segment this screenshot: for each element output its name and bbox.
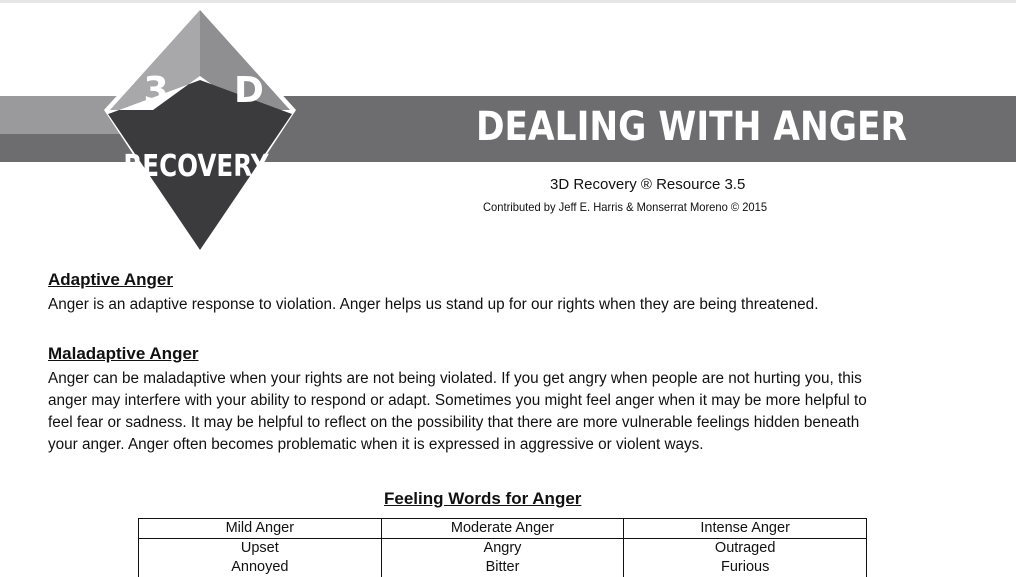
maladaptive-anger-text (48, 368, 948, 456)
feeling-words-title: Feeling Words for Anger (384, 489, 582, 508)
table-cell: Annoyed (139, 558, 382, 577)
table-cell: Angry (381, 539, 624, 559)
logo-d-text: D (234, 70, 264, 111)
feeling-words-table (138, 518, 867, 577)
adaptive-anger-heading: Adaptive Anger (48, 270, 174, 289)
resource-line: 3D Recovery ® Resource 3.5 (550, 176, 746, 193)
paragraph-line: feel fear or sadness. It may be helpful to reflect on the possibility that there are more vulnerable feelings hidden beneath (48, 414, 860, 431)
column-header: Moderate Anger (381, 519, 624, 539)
paragraph-line: Anger is an adaptive response to violation. Anger helps us stand up for our rights when they are being threatened. (48, 296, 819, 313)
top-edge (0, 0, 1016, 3)
paragraph-line: anger may interfere with your ability to respond or adapt. Sometimes you might feel anger when it may be more helpful to (48, 392, 867, 409)
paragraph-line: your anger. Anger often becomes problematic when it is expressed in aggressive or violent ways. (48, 436, 704, 453)
table-row (139, 558, 867, 577)
logo-3-text: 3 (143, 70, 169, 111)
paragraph-line: Anger can be maladaptive when your rights are not being violated. If you get angry when people are not hurting you, this (48, 370, 862, 387)
table-header-row (139, 519, 867, 539)
table-cell: Furious (624, 558, 867, 577)
table-cell: Bitter (381, 558, 624, 577)
table-row (139, 539, 867, 559)
logo-registered-mark: ® (267, 166, 278, 179)
column-header: Mild Anger (139, 519, 382, 539)
table-cell: Outraged (624, 539, 867, 559)
contributors-line: Contributed by Jeff E. Harris & Monserrat Moreno © 2015 (483, 200, 768, 214)
table-cell: Upset (139, 539, 382, 559)
page-title: DEALING WITH ANGER (476, 104, 908, 150)
adaptive-anger-text (48, 294, 948, 316)
column-header: Intense Anger (624, 519, 867, 539)
3d-recovery-logo (100, 4, 300, 256)
logo-recovery-text: RECOVERY (123, 149, 269, 184)
maladaptive-anger-heading: Maladaptive Anger (48, 344, 199, 363)
